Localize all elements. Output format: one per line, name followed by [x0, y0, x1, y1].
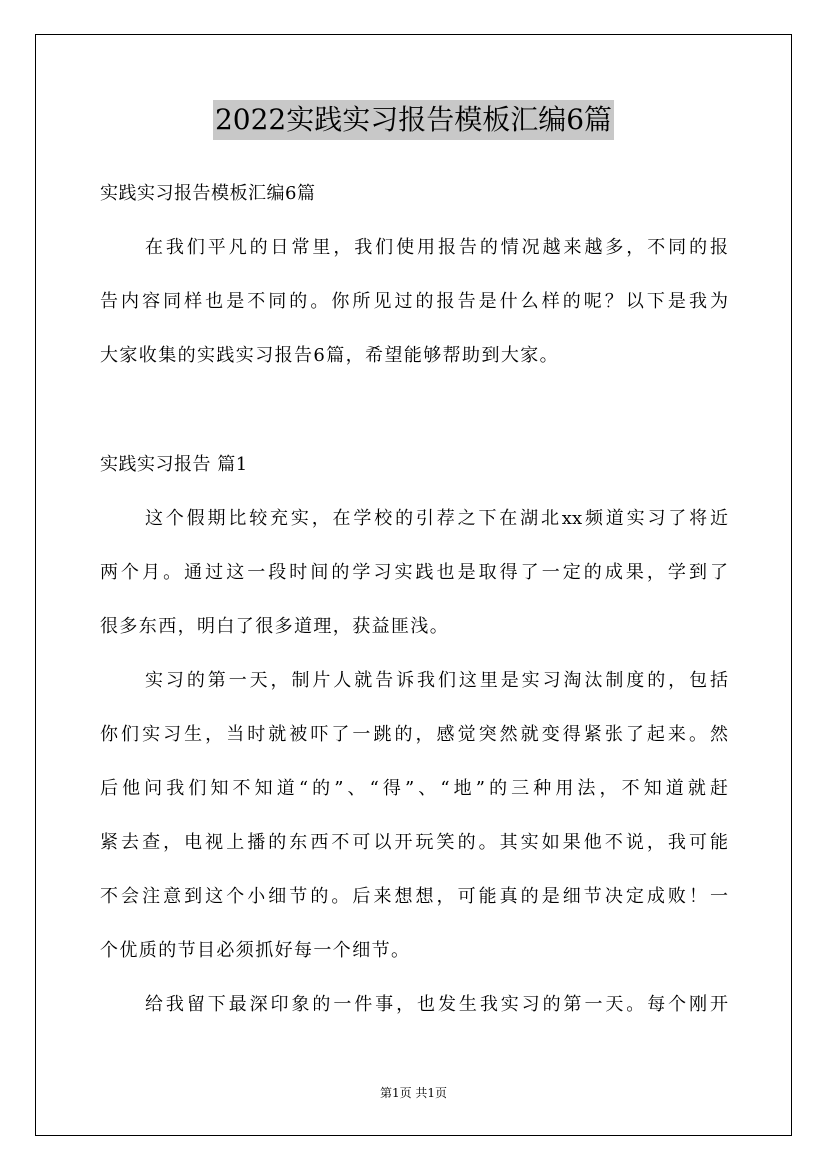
paragraph-line: 你们实习生，当时就被吓了一跳的，感觉突然就变得紧张了起来。然 — [100, 724, 728, 745]
paragraph-line: 这个假期比较充实，在学校的引荐之下在湖北xx频道实习了将近 — [145, 508, 728, 529]
paragraph-line: 后他问我们知不知道“的”、“得”、“地”的三种用法，不知道就赶 — [100, 778, 728, 799]
title-container — [0, 100, 827, 140]
document-subtitle: 实践实习报告模板汇编6篇 — [100, 183, 316, 204]
paragraph-line: 不会注意到这个小细节的。后来想想，可能真的是细节决定成败！一 — [100, 886, 728, 907]
document-title: 2022实践实习报告模板汇编6篇 — [213, 100, 614, 140]
page-footer: 第1页 共1页 — [379, 1086, 448, 1100]
paragraph-line: 很多东西，明白了很多道理，获益匪浅。 — [100, 616, 450, 637]
intro-line: 大家收集的实践实习报告6篇，希望能够帮助到大家。 — [100, 345, 560, 366]
paragraph-line: 个优质的节目必须抓好每一个细节。 — [100, 940, 411, 961]
section-heading: 实践实习报告 篇1 — [100, 454, 248, 475]
paragraph-line: 两个月。通过这一段时间的学习实践也是取得了一定的成果，学到了 — [100, 562, 728, 583]
paragraph-line: 紧去查，电视上播的东西不可以开玩笑的。其实如果他不说，我可能 — [100, 832, 728, 853]
intro-line: 在我们平凡的日常里，我们使用报告的情况越来越多，不同的报 — [145, 237, 728, 258]
paragraph-line: 实习的第一天，制片人就告诉我们这里是实习淘汰制度的，包括 — [145, 670, 728, 691]
paragraph-line: 给我留下最深印象的一件事，也发生我实习的第一天。每个刚开 — [145, 994, 728, 1015]
intro-line: 告内容同样也是不同的。你所见过的报告是什么样的呢？以下是我为 — [100, 291, 728, 312]
